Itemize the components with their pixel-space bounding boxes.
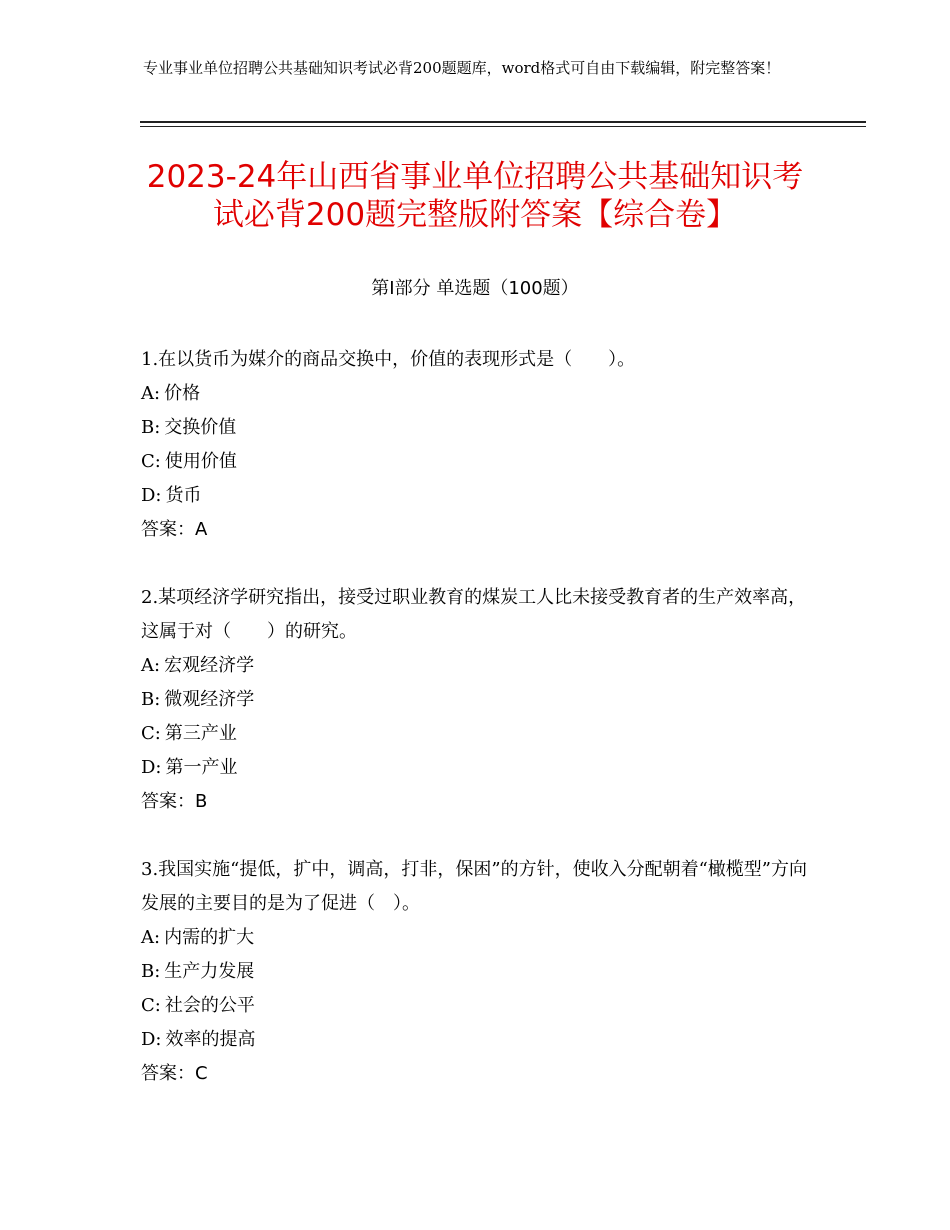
option-a [141,377,811,411]
option-text: 效率的提高 [165,1029,256,1050]
question-3 [141,853,811,1091]
option-d [141,479,811,513]
option-text: 货币 [165,485,202,506]
question-stem: 1.在以货币为媒介的商品交换中，价值的表现形式是（ ）。 [141,349,636,370]
document-title: 2023-24年山西省事业单位招聘公共基础知识考试必背200题完整版附答案【综合卷】 [146,159,804,233]
option-letter: C: [141,451,161,472]
header-rule-thin [140,126,866,127]
option-letter: A: [141,655,161,676]
header-rule-thick [140,121,866,123]
section-heading: 第Ⅰ部分 单选题（100题） [371,278,579,299]
option-letter: A: [141,383,161,404]
answer-line: 答案：C [141,1063,208,1084]
option-letter: D: [141,757,162,778]
option-letter: C: [141,723,161,744]
option-a [141,649,811,683]
option-text: 生产力发展 [164,961,255,982]
option-text: 社会的公平 [164,995,255,1016]
option-text: 使用价值 [164,451,237,472]
option-d [141,1023,811,1057]
question-stem: 3.我国实施“提低，扩中，调高，打非，保困”的方针，使收入分配朝着“橄榄型”方向发展的主要目的是为了促进（ ）。 [141,859,807,914]
option-text: 内需的扩大 [164,927,255,948]
question-2 [141,581,811,819]
option-d [141,751,811,785]
answer-line: 答案：A [141,519,208,540]
option-letter: C: [141,995,161,1016]
option-text: 第一产业 [165,757,238,778]
option-letter: B: [141,961,161,982]
option-c [141,989,811,1023]
header-note: 专业事业单位招聘公共基础知识考试必背200题题库，word格式可自由下载编辑，附完整答案！ [143,59,781,77]
option-text: 宏观经济学 [164,655,255,676]
option-b [141,683,811,717]
option-text: 交换价值 [164,417,237,438]
answer-line: 答案：B [141,791,208,812]
option-c [141,445,811,479]
option-b [141,411,811,445]
option-b [141,955,811,989]
option-text: 微观经济学 [164,689,255,710]
option-letter: B: [141,689,161,710]
option-text: 价格 [164,383,201,404]
option-a [141,921,811,955]
option-letter: D: [141,485,162,506]
question-list [141,343,811,1125]
question-1 [141,343,811,547]
option-letter: B: [141,417,161,438]
option-letter: D: [141,1029,162,1050]
option-text: 第三产业 [164,723,237,744]
question-stem: 2.某项经济学研究指出，接受过职业教育的煤炭工人比未接受教育者的生产效率高，这属于对（ ）的研究。 [141,587,807,642]
option-letter: A: [141,927,161,948]
option-c [141,717,811,751]
